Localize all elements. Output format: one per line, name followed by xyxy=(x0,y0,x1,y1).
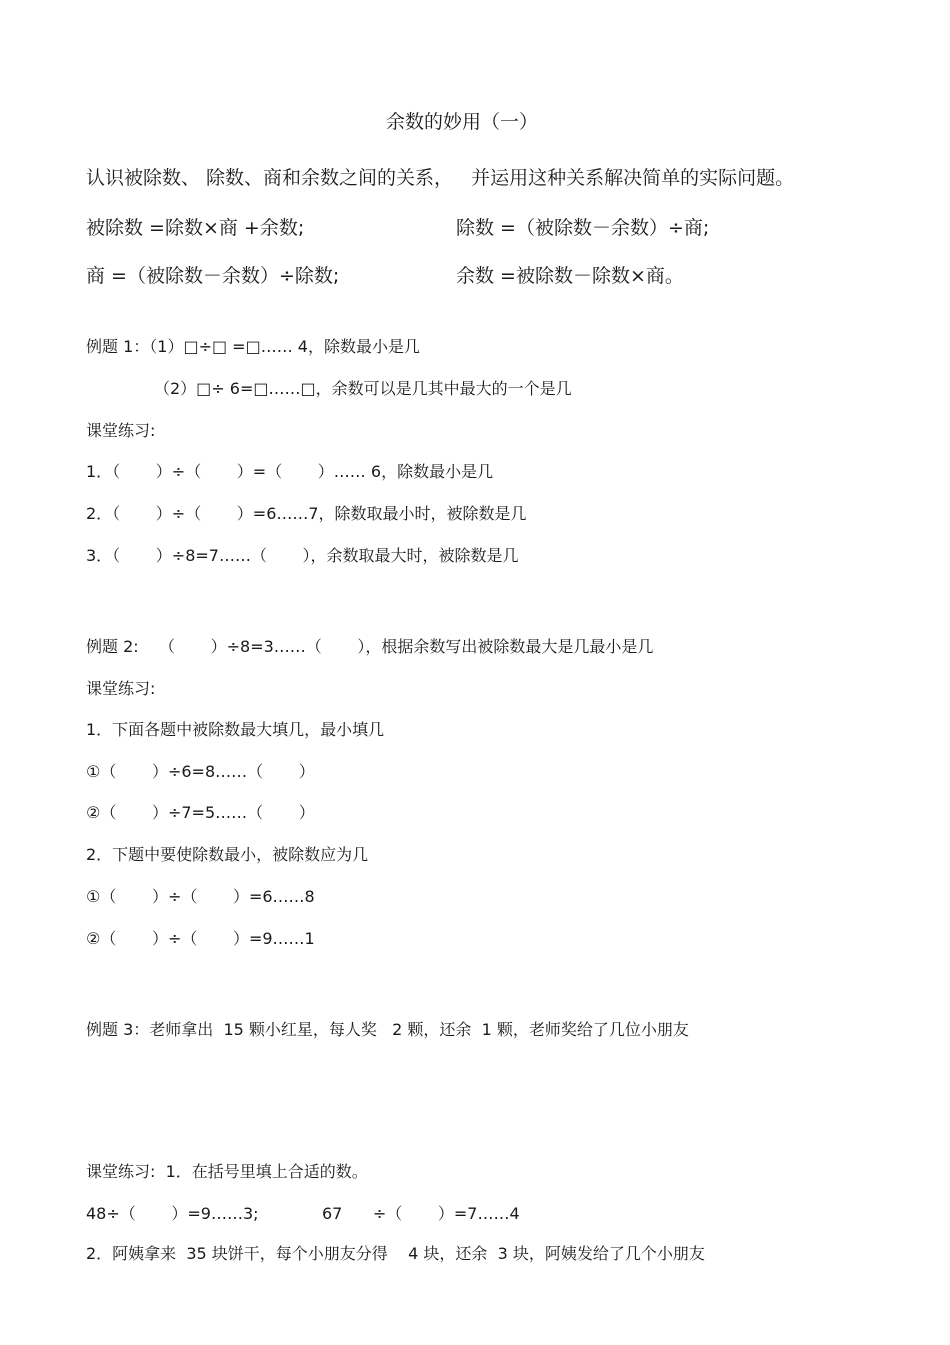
example1-practice-label: 课堂练习: xyxy=(86,421,156,440)
practice3-line1: 课堂练习: 1．在括号里填上合适的数。 xyxy=(86,1162,368,1181)
formula-remainder: 余数 =被除数－除数×商。 xyxy=(456,265,684,287)
example2-q2: 2．下题中要使除数最小，被除数应为几 xyxy=(86,845,369,864)
example1-item-2: 2．（ ）÷（ ）=6……7，除数取最小时，被除数是几 xyxy=(86,504,527,523)
example3-line1: 例题 3：老师拿出 15 颗小红星，每人奖 2 颗，还余 1 颗，老师奖给了几位小朋友 xyxy=(86,1020,689,1039)
example2-q1: 1．下面各题中被除数最大填几，最小填几 xyxy=(86,720,385,739)
example1-item-1: 1．（ ）÷（ ）=（ ）…… 6，除数最小是几 xyxy=(86,462,494,481)
example2-practice-label: 课堂练习: xyxy=(86,679,156,698)
practice3-line2a: 48÷（ ）=9……3; xyxy=(86,1204,259,1223)
intro-text: 认识被除数、 除数、商和余数之间的关系， 并运用这种关系解决简单的实际问题。 xyxy=(86,167,795,189)
formula-quotient: 商 =（被除数－余数）÷除数; xyxy=(86,265,340,287)
example2-q1-item-2: ②（ ）÷7=5……（ ） xyxy=(86,803,315,822)
example2-q1-item-1: ①（ ）÷6=8……（ ） xyxy=(86,762,315,781)
example1-line2: （2）□÷ 6=□……□，余数可以是几其中最大的一个是几 xyxy=(154,379,572,398)
example2-q2-item-2: ②（ ）÷（ ）=9……1 xyxy=(86,929,315,948)
example1-item-3: 3．（ ）÷8=7……（ ），余数取最大时，被除数是几 xyxy=(86,546,519,565)
example1-line1: 例题 1：（1）□÷□ =□…… 4，除数最小是几 xyxy=(86,337,420,356)
example2-q2-item-1: ①（ ）÷（ ）=6……8 xyxy=(86,887,315,906)
practice3-line2b: 67 ÷（ ）=7……4 xyxy=(322,1204,520,1223)
practice3-line3: 2．阿姨拿来 35 块饼干，每个小朋友分得 4 块，还余 3 块，阿姨发给了几个小朋友 xyxy=(86,1244,705,1263)
formula-dividend: 被除数 =除数×商 +余数; xyxy=(86,217,305,239)
example2-line1: 例题 2: （ ）÷8=3……（ ），根据余数写出被除数最大是几最小是几 xyxy=(86,637,654,656)
page-title: 余数的妙用（一） xyxy=(386,111,539,133)
formula-divisor: 除数 =（被除数－余数）÷商; xyxy=(456,217,710,239)
